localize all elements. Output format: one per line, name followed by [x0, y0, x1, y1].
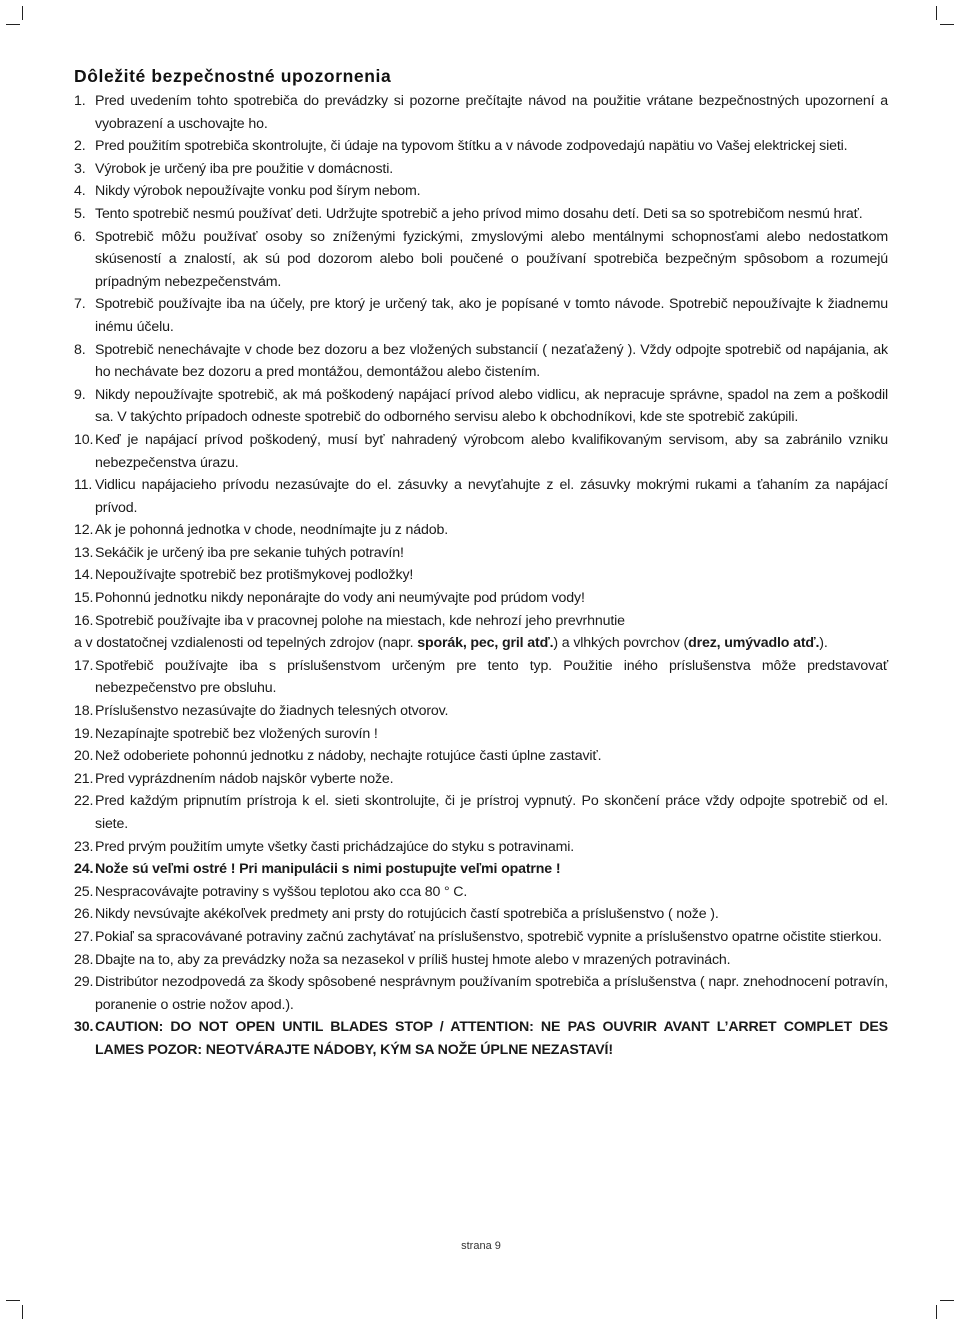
- item-text: Nikdy nevsúvajte akékoľvek predmety ani prsty do rotujúcich častí spotrebiča a príslušenstvo ( nože ).: [95, 906, 719, 923]
- item-text: Pokiaľ sa spracovávané potraviny začnú zachytávať na príslušenstvo, spotrebič vypnite a príslušenstvo opatrne očistite stierkou.: [95, 928, 882, 945]
- list-item: [74, 610, 888, 633]
- list-item: [74, 700, 888, 723]
- crop-mark: [6, 1300, 20, 1315]
- item-text: Pohonnú jednotku nikdy neponárajte do vody ani neumývajte pod prúdom vody!: [95, 590, 585, 607]
- item-text: CAUTION: DO NOT OPEN UNTIL BLADES STOP / ATTENTION: NE PAS OUVRIR AVANT L’ARRET COMPLET DES LAMES POZOR: NEOTVÁRAJTE NÁDOBY, KÝM SA NOŽE ÚPLNE NEZASTAVÍ!: [95, 1019, 888, 1058]
- page-title: Dôležité bezpečnostné upozornenia: [74, 66, 392, 86]
- item-number: 5.: [74, 205, 86, 222]
- crop-mark: [22, 1305, 37, 1319]
- item-number: 29.: [74, 974, 94, 991]
- item-number: 22.: [74, 793, 94, 810]
- list-item: [74, 655, 888, 700]
- item-text: Pred použitím spotrebiča skontrolujte, či údaje na typovom štítku a v návode zodpovedajú napätiu vo Vašej elektrickej sieti.: [95, 138, 848, 155]
- list-item: [74, 768, 888, 791]
- document-body: [74, 66, 888, 1062]
- list-item: [74, 158, 888, 181]
- item-number: 3.: [74, 160, 86, 177]
- item-text: Spotrebič používajte iba na účely, pre ktorý je určený tak, ako je popísané v tomto návode. Spotrebič nepoužívajte k žiadnemu inému účelu.: [95, 296, 888, 335]
- item-text: Distribútor nezodpovedá za škody spôsobené nesprávnym používaním spotrebiča a príslušenstva ( napr. znehodnocení potravín, poranenie o ostrie nožov apod.).: [95, 974, 888, 1013]
- item-text: Výrobok je určený iba pre použitie v domácnosti.: [95, 160, 393, 177]
- item-text: Spotřebič používajte iba s príslušenstvom určeným pre tento typ. Použitie iného príslušenstva môže predstavovať nebezpečenstvo pre obsluhu.: [95, 657, 888, 697]
- list-item: [74, 226, 888, 294]
- list-item: [74, 949, 888, 972]
- list-item: [74, 926, 888, 949]
- crop-mark: [936, 6, 951, 20]
- item-text: Dbajte na to, aby za prevádzky noža sa nezasekol v príliš hustej hmote alebo v mrazených potravinách.: [95, 951, 731, 968]
- item-number: 6.: [74, 228, 86, 245]
- item-16-continuation: [74, 632, 888, 655]
- item-text: Nože sú veľmi ostré ! Pri manipulácii s nimi postupujte veľmi opatrne !: [95, 861, 561, 878]
- list-item: [74, 564, 888, 587]
- item-number: 1.: [74, 93, 86, 109]
- list-item: [74, 180, 888, 203]
- item-number: 11.: [74, 477, 93, 494]
- item-text: Nezapínajte spotrebič bez vložených surovín !: [95, 725, 378, 742]
- item-text: Tento spotrebič nesmú používať deti. Udržujte spotrebič a jeho prívod mimo dosahu detí. Deti sa so spotrebičom nesmú hrať.: [95, 205, 863, 222]
- list-item: [74, 203, 888, 226]
- item-16-bold: drez, umývadlo atď.: [688, 635, 820, 652]
- list-item: [74, 587, 888, 610]
- item-text: Keď je napájací prívod poškodený, musí byť nahradený výrobcom alebo kvalifikovaným servisom, aby sa zabránilo vzniku nebezpečenstva úrazu.: [95, 431, 888, 471]
- list-item: [74, 474, 888, 519]
- item-text: Než odoberiete pohonnú jednotku z nádoby, nechajte rotujúce časti úplne zastaviť.: [95, 748, 602, 765]
- item-text: Pred vyprázdnením nádob najskôr vyberte nože.: [95, 770, 394, 787]
- list-item: [74, 384, 888, 429]
- item-number: 20.: [74, 748, 94, 765]
- list-item: [74, 429, 888, 474]
- item-number: 15.: [74, 590, 94, 607]
- item-number: 12.: [74, 522, 94, 539]
- item-number: 2.: [74, 138, 86, 155]
- item-text: Sekáčik je určený iba pre sekanie tuhých potravín!: [95, 544, 404, 561]
- list-item: [74, 519, 888, 542]
- list-item: [74, 858, 888, 881]
- item-number: 9.: [74, 386, 86, 403]
- list-item: [74, 135, 888, 158]
- page-number: strana 9: [461, 1240, 501, 1252]
- item-text: Spotrebič môžu používať osoby so zníženými fyzickými, zmyslovými alebo mentálnymi schopnosťami alebo nedostatkom skúseností a znalostí, ak sú pod dozorom alebo boli poučené o používaní spotrebiča bezpečným spôsobom a rozumejú prípadným nebezpečenstvám.: [95, 228, 888, 290]
- item-number: 10.: [74, 431, 94, 448]
- item-16-bold: sporák, pec, gril atď.: [417, 635, 554, 652]
- item-text: Spotrebič používajte iba v pracovnej polohe na miestach, kde nehrozí jeho prevrhnutie: [95, 612, 625, 629]
- page-footer: [0, 1240, 960, 1252]
- crop-mark: [6, 24, 20, 39]
- item-number: 14.: [74, 567, 94, 584]
- list-item: [74, 790, 888, 835]
- list-item: [74, 745, 888, 768]
- safety-list: [74, 655, 888, 1062]
- list-item: [74, 90, 888, 135]
- item-number: 13.: [74, 544, 94, 561]
- item-text: Príslušenstvo nezasúvajte do žiadnych telesných otvorov.: [95, 703, 449, 720]
- list-item: [74, 542, 888, 565]
- item-16-text: ) a vlhkých povrchov (: [553, 635, 689, 652]
- item-number: 26.: [74, 906, 94, 923]
- item-text: Vidlicu napájacieho prívodu nezasúvajte do el. zásuvky a nevyťahujte z el. zásuvky mokrými rukami a ťahaním za napájací prívod.: [95, 477, 888, 516]
- item-number: 21.: [74, 770, 94, 787]
- item-number: 27.: [74, 928, 94, 945]
- list-item: [74, 836, 888, 859]
- list-item: [74, 339, 888, 384]
- item-text: Pred uvedením tohto spotrebiča do prevádzky si pozorne prečítajte návod na použitie vrátane bezpečnostných upozornení a vyobrazení a uschovajte ho.: [95, 93, 888, 132]
- item-text: Ak je pohonná jednotka v chode, neodnímajte ju z nádob.: [95, 522, 449, 539]
- list-item: [74, 903, 888, 926]
- item-number: 28.: [74, 951, 94, 968]
- item-text: Nikdy výrobok nepoužívajte vonku pod šírym nebom.: [95, 183, 421, 200]
- item-number: 19.: [74, 725, 94, 742]
- item-text: Nespracovávajte potraviny s vyššou teplotou ako cca 80 ° C.: [95, 883, 468, 900]
- item-number: 17.: [74, 657, 94, 674]
- safety-list: [74, 90, 888, 632]
- item-16-text: ).: [819, 635, 828, 652]
- item-text: Nikdy nepoužívajte spotrebič, ak má poškodený napájací prívod alebo vidlicu, ak nepracuje správne, spadol na zem a poškodil sa. V takýchto prípadoch odneste spotrebič do odborného servisu alebo k obchodníkovi, kde ste spotrebič zakúpili.: [95, 386, 888, 426]
- item-text: Nepoužívajte spotrebič bez protišmykovej podložky!: [95, 567, 414, 584]
- crop-mark: [940, 24, 954, 39]
- list-item: [74, 723, 888, 746]
- item-text: Spotrebič nenechávajte v chode bez dozoru a bez vložených substancií ( nezaťažený ). Vždy odpojte spotrebič od napájania, ak ho nechávate bez dozoru a pred montážou, demontážou alebo čistením.: [95, 341, 888, 381]
- item-number: 8.: [74, 341, 86, 358]
- item-number: 25.: [74, 883, 94, 900]
- item-16-text: a v dostatočnej vzdialenosti od tepelných zdrojov (napr.: [74, 635, 418, 652]
- item-number: 23.: [74, 838, 94, 855]
- list-item: [74, 1016, 888, 1061]
- item-number: 4.: [74, 183, 86, 200]
- list-item: [74, 971, 888, 1016]
- item-text: Pred prvým použitím umyte všetky časti prichádzajúce do styku s potravinami.: [95, 838, 575, 855]
- crop-mark: [940, 1300, 954, 1315]
- list-item: [74, 881, 888, 904]
- item-number: 16.: [74, 612, 94, 629]
- item-number: 24.: [74, 861, 94, 878]
- list-item: [74, 293, 888, 338]
- item-number: 18.: [74, 703, 94, 720]
- item-number: 30.: [74, 1019, 94, 1036]
- item-text: Pred každým pripnutím prístroja k el. sieti skontrolujte, či je prístroj vypnutý. Po skončení práce vždy odpojte spotrebič od el. siete.: [95, 793, 888, 832]
- crop-mark: [22, 6, 37, 20]
- item-number: 7.: [74, 296, 86, 313]
